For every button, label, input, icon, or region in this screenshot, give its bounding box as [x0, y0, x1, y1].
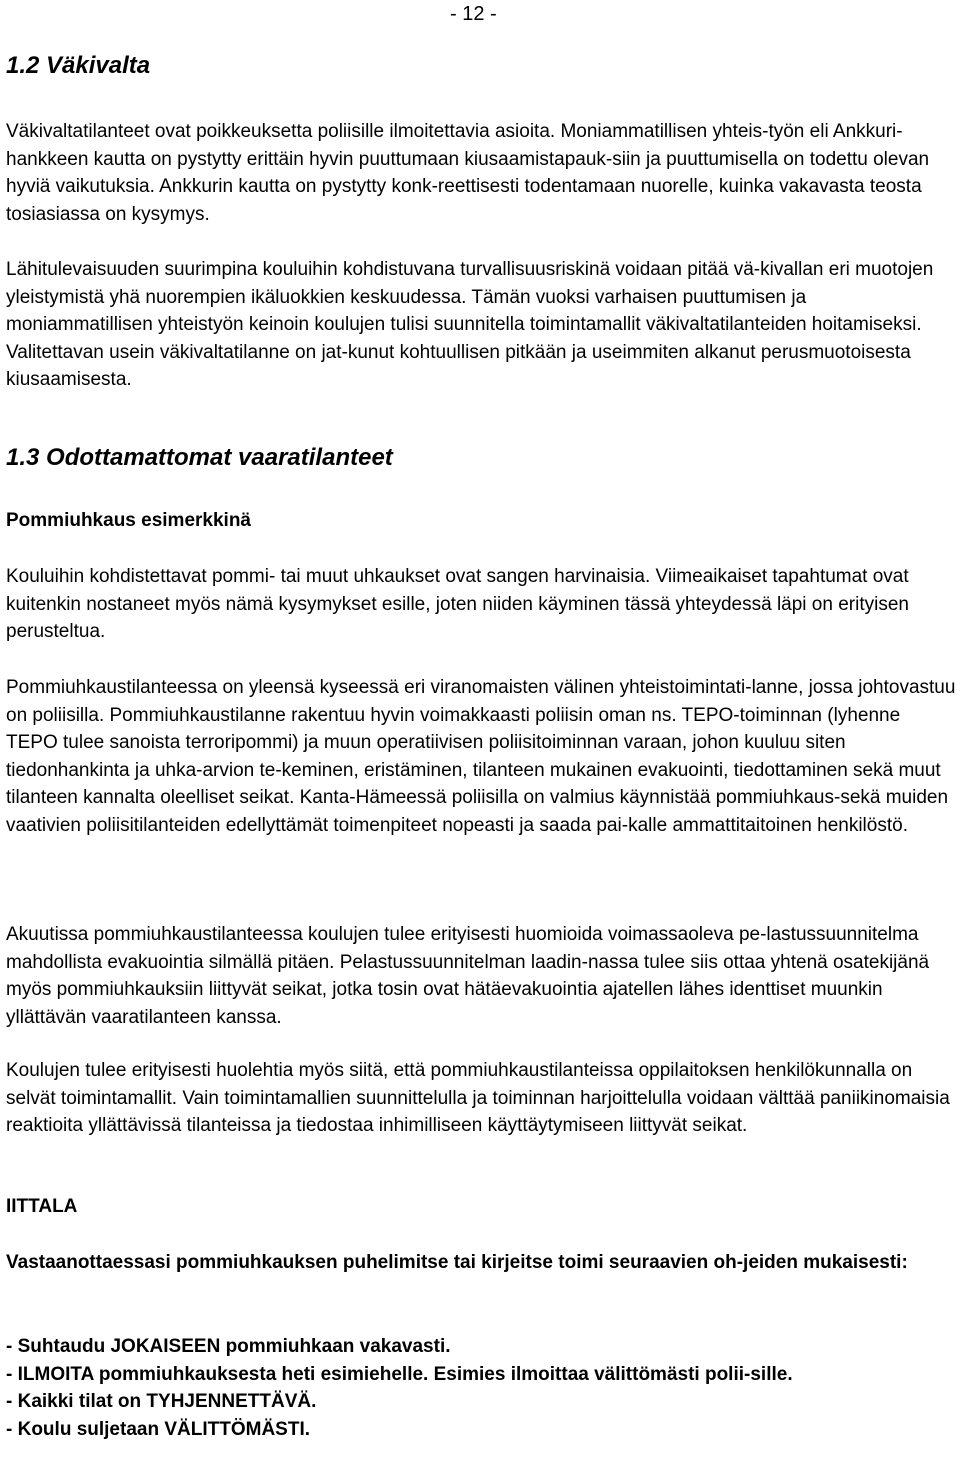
subheading-bomb-threat: Pommiuhkaus esimerkkinä — [6, 510, 251, 531]
instruction-text: Vastaanottaessasi pommiuhkauksen puhelimitse tai kirjeitse toimi seuraavien oh-jeiden mukaisesti: — [6, 1252, 908, 1273]
subheading-iittala: IITTALA — [6, 1196, 78, 1217]
list-item: - Suhtaudu JOKAISEEN pommiuhkaan vakavasti. — [6, 1336, 451, 1357]
section-title-violence: 1.2 Väkivalta — [6, 52, 151, 79]
paragraph: Pommiuhkaustilanteessa on yleensä kyseessä eri viranomaisten välinen yhteistoimintati-lanne, jossa johtovastuu on poliisilla. Pommiuhkaustilanne rakentuu hyvin voimakkaasti poliisin oman ns. TEPO-toiminnan (lyhenne TEPO tulee sanoista terroripommi) ja muun operatiivisen poliisitoiminnan varaan, johon kuuluu siten tiedonhankinta ja uhka-arvion te-keminen, eristäminen, tilanteen mukainen evakuointi, tiedottaminen sekä muut tilanteen kannalta oleelliset seikat. Kanta-Hämeessä poliisilla on valmius käynnistää pommiuhkaus-sekä muiden vaativien poliisitilanteiden edellyttämät toimenpiteet nopeasti ja saada pai-kalle ammattitaitoinen henkilöstö. — [6, 677, 956, 836]
list-item: - ILMOITA pommiuhkauksesta heti esimiehelle. Esimies ilmoittaa välittömästi polii-sille. — [6, 1363, 793, 1385]
paragraph: Kouluihin kohdistettavat pommi- tai muut uhkaukset ovat sangen harvinaisia. Viimeaikaiset tapahtumat ovat kuitenkin nostaneet myös nämä kysymykset esille, joten niiden käyminen tässä yhteydessä läpi on erityisen perusteltua. — [6, 566, 909, 643]
list-item: - Koulu suljetaan VÄLITTÖMÄSTI. — [6, 1418, 310, 1440]
paragraph: Väkivaltatilanteet ovat poikkeuksetta poliisille ilmoitettavia asioita. Moniammatillisen yhteis-työn eli Ankkuri-hankkeen kautta on pystytty erittäin hyvin puuttumaan kiusaamistapauk-siin ja puuttumisella on todettu olevan hyviä vaikutuksia. Ankkurin kautta on pystytty konk-reettisesti todentamaan nuorelle, kuinka vakavasta teosta tosiasiassa on kysymys. — [6, 121, 930, 225]
list-item: - Kaikki tilat on TYHJENNETTÄVÄ. — [6, 1391, 317, 1413]
instruction-list — [6, 1333, 956, 1443]
page-number: - 12 - — [450, 3, 497, 25]
paragraph: Lähitulevaisuuden suurimpina kouluihin kohdistuvana turvallisuusriskinä voidaan pitää vä-kivallan eri muotojen yleistymistä yhä nuorempien ikäluokkien keskuudessa. Tämän vuoksi varhaisen puuttumisen ja moniammatillisen yhteistyön keinoin koulujen tulisi suunnitella toimintamallit väkivaltatilanteiden hoitamiseksi. Valitettavan usein väkivaltatilanne on jat-kunut kohtuullisen pitkään ja useimmiten alkanut perusmuotoisesta kiusaamisesta. — [6, 259, 934, 391]
paragraph: Akuutissa pommiuhkaustilanteessa koulujen tulee erityisesti huomioida voimassaoleva pe-lastussuunnitelma mahdollista evakuointia silmällä pitäen. Pelastussuunnitelman laadin-nassa tulee siis ottaa yhtenä osatekijänä myös pommiuhkauksiin liittyvät seikat, jotka tosin ovat hätäevakuointia ajatellen lähes identtiset muunkin yllättävän vaaratilanteen kanssa. — [6, 924, 930, 1028]
paragraph: Koulujen tulee erityisesti huolehtia myös siitä, että pommiuhkaustilanteissa oppilaitoksen henkilökunnalla on selvät toimintamallit. Vain toimintamallien suunnittelulla ja toiminnan harjoittelulla voidaan välttää paniikinomaisia reaktioita yllättävissä tilanteissa ja tiedostaa inhimilliseen käyttäytymiseen liittyvät seikat. — [6, 1060, 950, 1137]
section-title-unexpected-dangers: 1.3 Odottamattomat vaaratilanteet — [6, 444, 393, 471]
